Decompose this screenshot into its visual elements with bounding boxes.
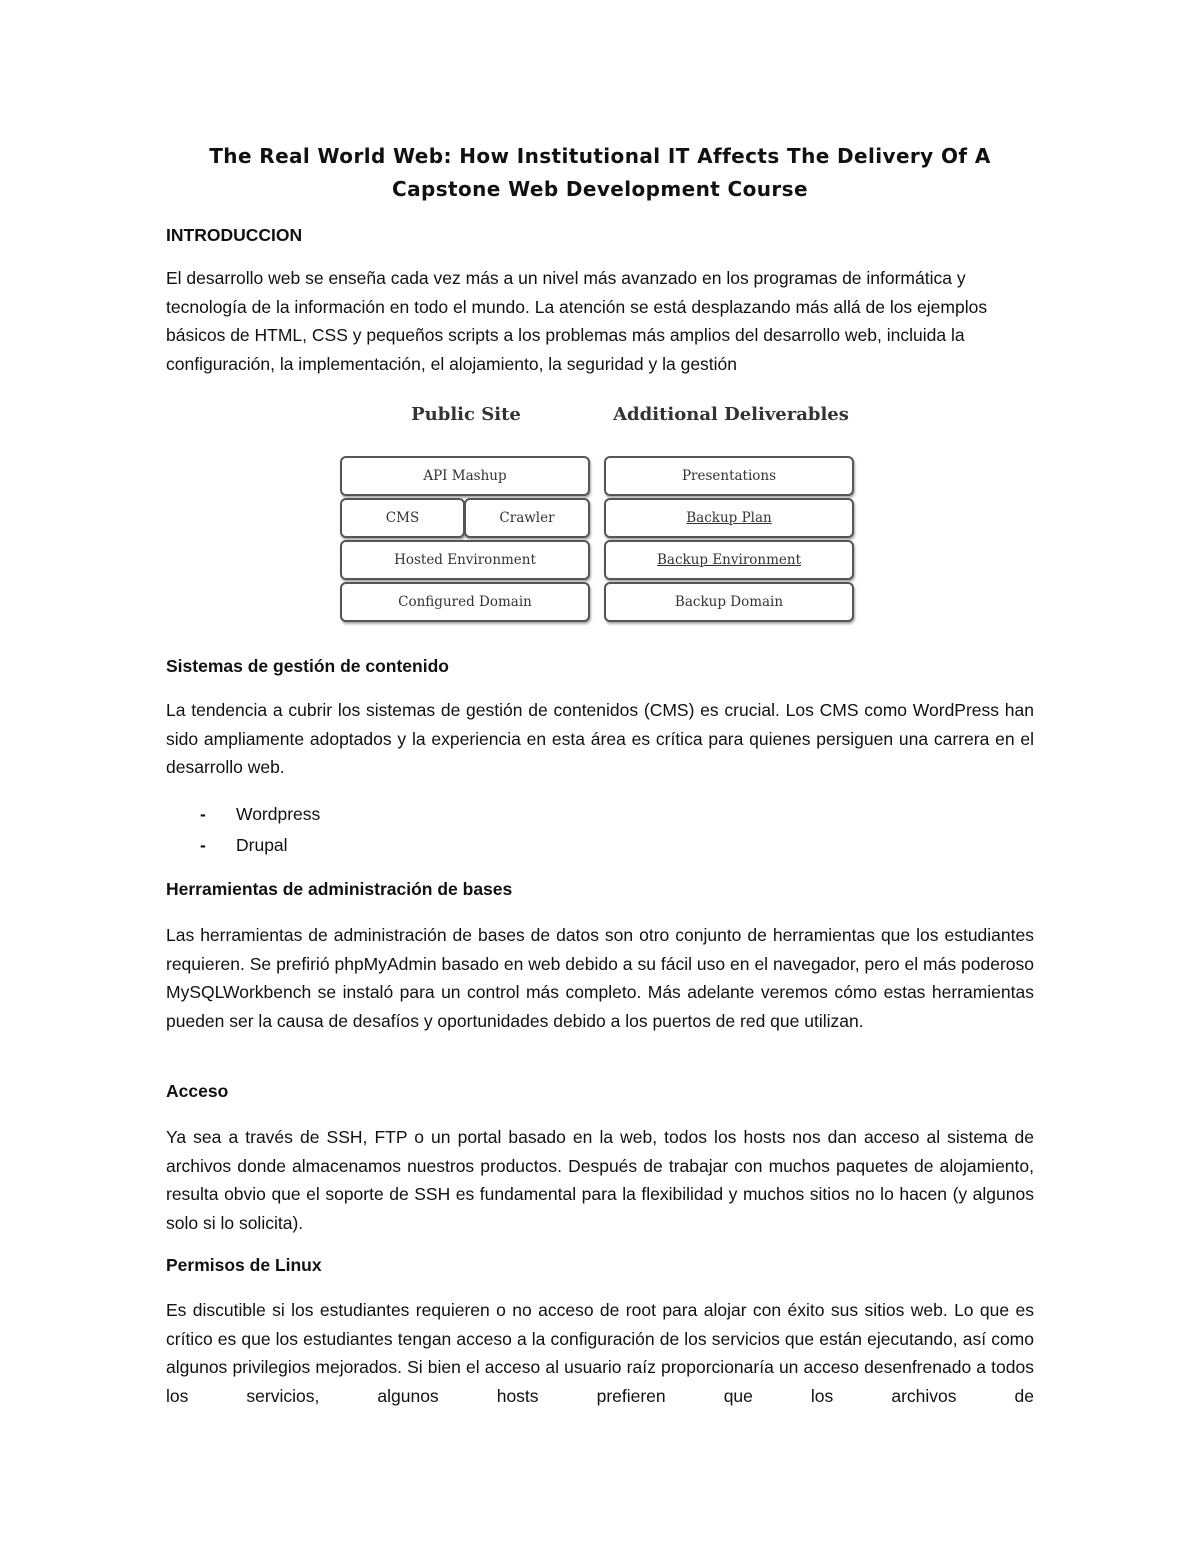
access-paragraph: Ya sea a través de SSH, FTP o un portal basado en la web, todos los hosts nos dan acceso al sistema de archivos donde almacenamos nuestros productos. Después de trabajar con muchos paquetes de alojamiento, resulta obvio que el soporte de SSH es fundamental para la flexibilidad y muchos sitios no lo hacen (y algunos solo si lo solicita).: [166, 1127, 1034, 1233]
list-item-text: Drupal: [236, 835, 288, 855]
document-title-line-1: The Real World Web: How Institutional IT Affects The Delivery Of A: [209, 144, 991, 168]
cms-box: CMS: [340, 498, 465, 538]
cms-heading: Sistemas de gestión de contenido: [166, 656, 449, 676]
list-item-text: Wordpress: [236, 804, 321, 824]
access-heading: Acceso: [166, 1081, 229, 1101]
linux-permissions-heading: Permisos de Linux: [166, 1255, 322, 1275]
backup-environment-box: Backup Environment: [604, 540, 854, 580]
db-tools-paragraph: Las herramientas de administración de bases de datos son otro conjunto de herramientas que los estudiantes requieren. Se prefirió phpMyAdmin basado en web debido a su fácil uso en el navegador, pero el más poderoso MySQLWorkbench se instaló para un control más completo. Más adelante veremos cómo estas herramientas pueden ser la causa de desafíos y oportunidades debido a los puertos de red que utilizan.: [166, 925, 1034, 1031]
additional-deliverables-title: Additional Deliverables: [613, 404, 849, 425]
api-mashup-box: API Mashup: [340, 456, 590, 496]
intro-heading: INTRODUCCION: [166, 225, 303, 245]
bullet-marker: -: [200, 835, 206, 855]
list-item: [200, 835, 288, 856]
public-site-title: Public Site: [411, 404, 521, 425]
configured-domain-box: Configured Domain: [340, 582, 590, 622]
architecture-diagram: [338, 400, 860, 630]
bullet-marker: -: [200, 804, 206, 824]
cms-paragraph: La tendencia a cubrir los sistemas de gestión de contenidos (CMS) es crucial. Los CMS como WordPress han sido ampliamente adoptados y la experiencia en esta área es crítica para quienes persiguen una carrera en el desarrollo web.: [166, 700, 1034, 778]
crawler-box: Crawler: [464, 498, 590, 538]
backup-plan-box: Backup Plan: [604, 498, 854, 538]
document-title-line-2: Capstone Web Development Course: [392, 177, 808, 201]
linux-permissions-paragraph: Es discutible si los estudiantes requieren o no acceso de root para alojar con éxito sus sitios web. Lo que es crítico es que los estudiantes tengan acceso a la configuración de los servicios que están ejecutando, así como algunos privilegios mejorados. Si bien el acceso al usuario raíz proporcionaría un acceso desenfrenado a todos los servicios, algunos hosts prefieren que los archivos de: [166, 1300, 1034, 1406]
backup-domain-box: Backup Domain: [604, 582, 854, 622]
db-tools-heading: Herramientas de administración de bases: [166, 879, 513, 899]
presentations-box: Presentations: [604, 456, 854, 496]
hosted-environment-box: Hosted Environment: [340, 540, 590, 580]
list-item: [200, 804, 320, 825]
intro-paragraph: El desarrollo web se enseña cada vez más a un nivel más avanzado en los programas de informática y tecnología de la información en todo el mundo. La atención se está desplazando más allá de los ejemplos básicos de HTML, CSS y pequeños scripts a los problemas más amplios del desarrollo web, incluida la configuración, la implementación, el alojamiento, la seguridad y la gestión: [166, 268, 988, 374]
